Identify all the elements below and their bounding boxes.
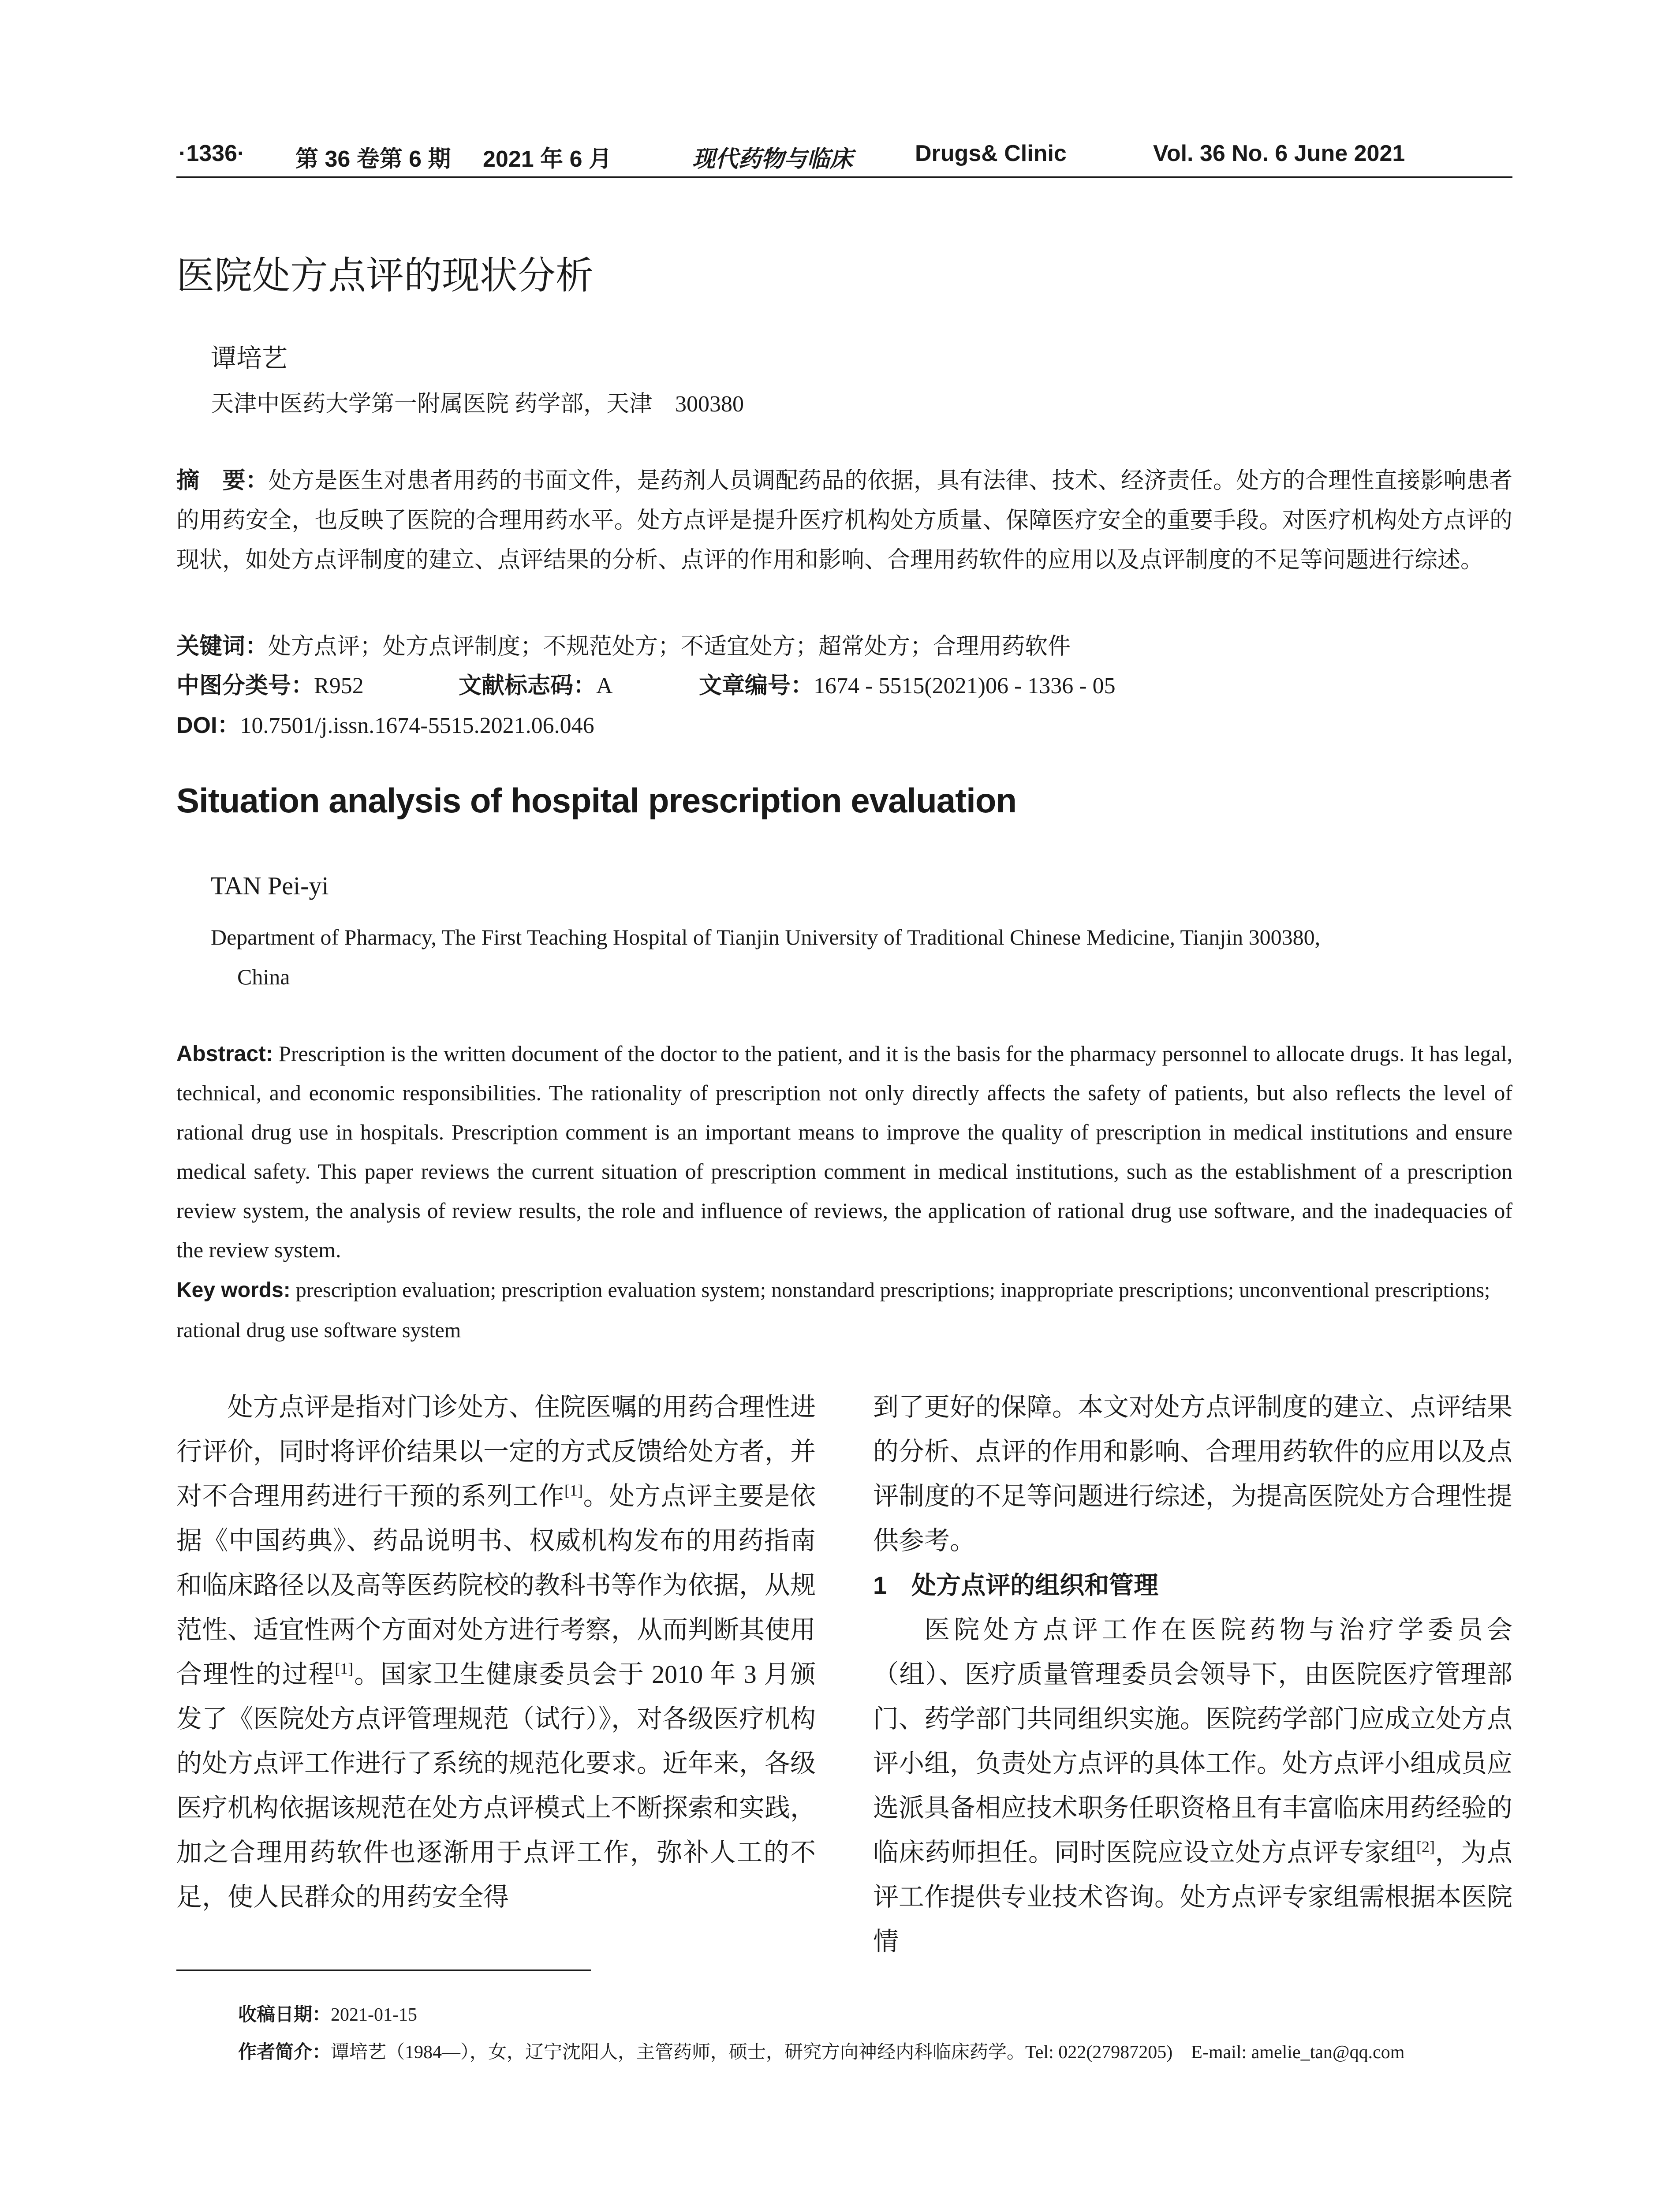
doi-line [176,706,594,740]
journal-name-en: Drugs& Clinic [915,141,1067,166]
abstract-en-text: Prescription is the written document of the doctor to the patient, and it is the basis for the pharmacy personnel to allocate drugs. It has legal, technical, and economic responsibilities. The rationality of prescription not only directly affects the safety of patients, but also reflects the level of rational drug use in hospitals. Prescription comment is an important means to improve the quality of prescription in medical institutions and ensure medical safety. This paper reviews the current situation of prescription comment in medical institutions, such as the establishment of a prescription review system, the analysis of review results, the role and influence of reviews, the application of rational drug use software, and the inadequacies of the review system. [176,1041,1512,1262]
received-label: 收稿日期： [238,2004,331,2025]
citation-ref[interactable]: [1] [564,1481,583,1499]
body-column-right [873,1385,1512,1964]
abstract-cn-text: 处方是医生对患者用药的书面文件，是药剂人员调配药品的依据，具有法律、技术、经济责任。处方的合理性直接影响患者的用药安全，也反映了医院的合理用药水平。处方点评是提升医疗机构处方质量、保障医疗安全的重要手段。对医疗机构处方点评的现状，如处方点评制度的建立、点评结果的分析、点评的作用和影响、合理用药软件的应用以及点评制度的不足等问题进行综述。 [176,468,1512,573]
author-bio [238,2037,1404,2064]
citation-ref[interactable]: [1] [335,1659,354,1678]
received-value: 2021-01-15 [331,2005,417,2025]
keywords-en [176,1270,1512,1350]
author-bio-label: 作者简介： [238,2041,331,2062]
volume-issue-cn: 第 36 卷第 6 期 [295,146,451,172]
article-title-cn: 医院处方点评的现状分析 [176,254,594,297]
classification-line [176,667,364,700]
body-paragraph [873,1607,1512,1964]
body-text: 处方点评是指对门诊处方、住院医嘱的用药合理性进行评价，同时将评价结果以一定的方式反馈给处方者，并对不合理用药进行干预的系列工作 [176,1393,816,1510]
page-number: ·1336· [179,141,245,166]
affiliation-cn: 天津中医药大学第一附属医院 药学部，天津 300380 [211,392,744,417]
date-cn: 2021 年 6 月 [483,146,612,172]
keywords-cn [176,628,1071,661]
document-code [459,667,613,700]
article-number [699,667,1116,700]
section-heading: 1 处方点评的组织和管理 [873,1571,1159,1599]
body-paragraph: 到了更好的保障。本文对处方点评制度的建立、点评结果的分析、点评的作用和影响、合理用药软件的应用以及点评制度的不足等问题进行综述，为提高医院处方合理性提供参考。 [873,1393,1513,1555]
citation-ref[interactable]: [2] [1416,1838,1435,1856]
footnote-rule [176,1970,591,1971]
author-bio-text: 谭培艺（1984—），女，辽宁沈阳人，主管药师，硕士，研究方向神经内科临床药学。Tel: 022(27987205) E-mail: amelie_tan@qq.com [331,2042,1405,2063]
doc-code-value: A [596,673,613,699]
abstract-cn-label: 摘 要： [176,468,269,493]
article-number-label: 文章编号： [699,673,814,699]
doc-code-label: 文献标志码： [459,673,597,699]
abstract-en [176,1034,1512,1270]
keywords-cn-label: 关键词： [176,634,269,659]
author-name-en: TAN Pei-yi [211,871,329,900]
doi-label: DOI： [176,713,240,738]
keywords-en-text: prescription evaluation; prescription evaluation system; nonstandard prescriptions; inappropriate prescriptions; unconventional prescriptions; rational drug use software system [176,1278,1490,1342]
body-text: 。处方点评主要是依据《中国药典》、药品说明书、权威机构发布的用药指南和临床路径以及高等医药院校的教科书等作为依据，从规范性、适宜性两个方面对处方进行考察，从而判断其使用合理性的过程 [176,1482,816,1689]
body-text: 。国家卫生健康委员会于 2010 年 3 月颁发了《医院处方点评管理规范（试行）》，对各级医疗机构的处方点评工作进行了系统的规范化要求。近年来，各级医疗机构依据该规范在处方点评模式上不断探索和实践，加之合理用药软件也逐渐用于点评工作，弥补人工的不足，使人民群众的用药安全得 [176,1660,816,1911]
doi-value: 10.7501/j.issn.1674-5515.2021.06.046 [240,713,594,738]
journal-name-cn: 现代药物与临床 [692,147,853,172]
clc-label: 中图分类号： [176,673,314,699]
abstract-cn [176,461,1512,580]
body-text: 医院处方点评工作在医院药物与治疗学委员会（组）、医疗质量管理委员会领导下，由医院医疗管理部门、药学部门共同组织实施。医院药学部门应成立处方点评小组，负责处方点评的具体工作。处方点评小组成员应选派具备相应技术职务任职资格且有丰富临床用药经验的临床药师担任。同时医院应设立处方点评专家组 [873,1615,1513,1867]
keywords-cn-text: 处方点评；处方点评制度；不规范处方；不适宜处方；超常处方；合理用药软件 [268,634,1071,659]
affiliation-en [211,917,1512,997]
keywords-en-label: Key words: [176,1278,291,1302]
affiliation-en-line1: Department of Pharmacy, The First Teaching Hospital of Tianjin University of Traditional Chinese Medicine, Tianjin 300380, [211,925,1321,949]
clc-value: R952 [314,673,364,699]
body-paragraph [176,1385,816,1919]
abstract-en-label: Abstract: [176,1041,273,1066]
body-column-left [176,1385,816,1919]
author-name-cn: 谭培艺 [211,344,288,373]
volume-date-en: Vol. 36 No. 6 June 2021 [1153,141,1405,166]
received-date [238,2000,417,2026]
affiliation-en-line2: China [237,964,290,989]
header-rule [176,176,1512,178]
article-number-value: 1674 - 5515(2021)06 - 1336 - 05 [814,673,1116,699]
body-text: ，为点评工作提供专业技术咨询。处方点评专家组需根据本医院情 [873,1838,1513,1956]
article-title-en: Situation analysis of hospital prescription evaluation [176,781,1017,820]
